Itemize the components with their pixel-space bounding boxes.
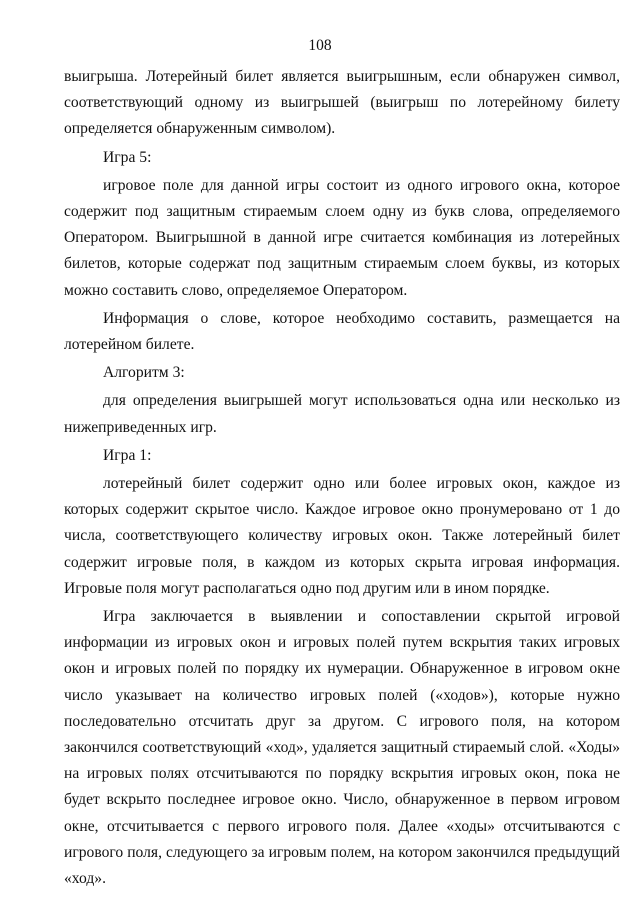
paragraph-game-5-description: игровое поле для данной игры состоит из одного игрового окна, которое содержит под защитным стираемым слоем одну из букв слова, определяемого Оператором. Выигрышной в данной игре считается комбинация из лотерейных билетов, которые содержат под защитным стираемым слоем буквы, из которых можно составить слово, определяемое Оператором. <box>64 176 620 299</box>
paragraph-algorithm-3-description: для определения выигрышей могут использоваться одна или несколько из нижеприведенных игр. <box>64 392 620 436</box>
paragraph-game-1-ticket: лотерейный билет содержит одно или более игровых окон, каждое из которых содержит скрытое число. Каждое игровое окно пронумеровано от 1 до числа, соответствующего количеству игровых окон. Также лотерейный билет содержит игровые поля, в каждом из которых скрыта игровая информация. Игровые поля могут располагаться одно под другим или в ином порядке. <box>64 475 620 597</box>
document-body <box>64 64 620 892</box>
paragraph-game-1-rules: Игра заключается в выявлении и сопоставлении скрытой игровой информации из игровых окон и игровых полей путем вскрытия таких игровых окон и игровых полей по порядку их нумерации. Обнаруженное в игровом окне число указывает на количество игровых полей («ходов»), которые нужно последовательно отсчитать друг за другом. С игрового поля, на котором закончился соответствующий «ход», удаляется защитный стираемый слой. «Ходы» на игровых полях отсчитываются по порядку вскрытия игровых окон, пока не будет вскрыто последнее игровое окно. Число, обнаруженное в первом игровом окне, отсчитывается с первого игрового поля. Далее «ходы» отсчитываются с игрового поля, следующего за игровым полем, на котором закончился предыдущий «ход». <box>64 608 620 888</box>
heading-game-1: Игра 1: <box>103 446 152 464</box>
paragraph-continuation: выигрыша. Лотерейный билет является выигрышным, если обнаружен символ, соответствующий одному из выигрышей (выигрыш по лотерейному билету определяется обнаруженным символом). <box>64 68 620 138</box>
heading-game-5: Игра 5: <box>103 148 152 166</box>
heading-algorithm-3: Алгоритм 3: <box>103 364 185 382</box>
paragraph-word-information: Информация о слове, которое необходимо составить, размещается на лотерейном билете. <box>64 309 620 354</box>
page-number: 108 <box>308 37 332 54</box>
